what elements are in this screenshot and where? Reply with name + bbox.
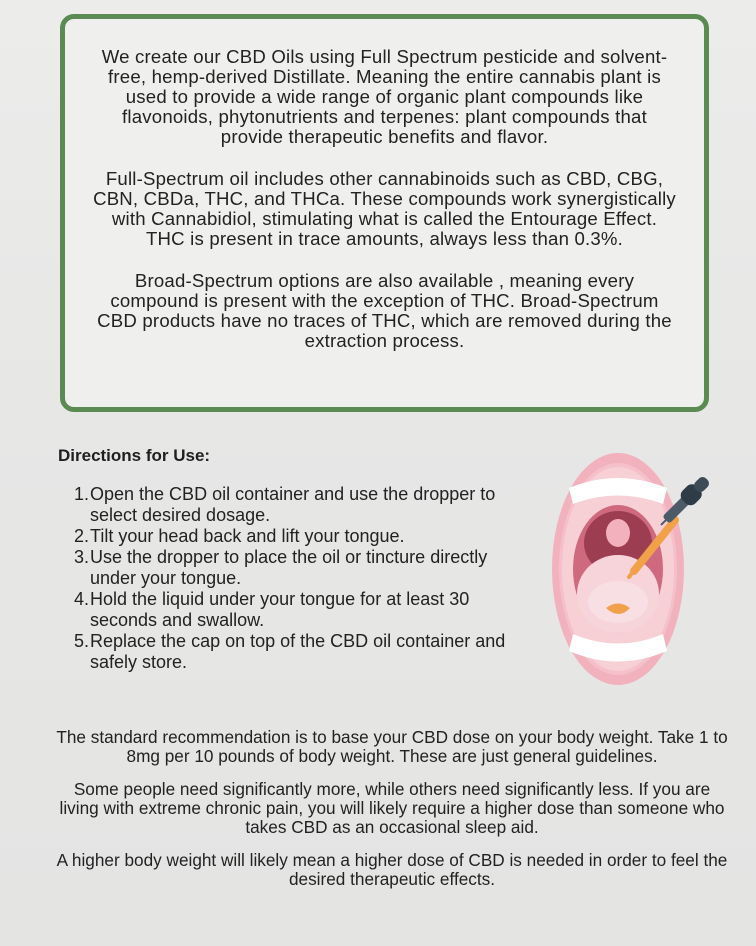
dosage-notes <box>52 728 732 903</box>
step-text: Use the dropper to place the oil or tincture directly under your tongue. <box>90 547 488 588</box>
step-text: Tilt your head back and lift your tongue. <box>90 526 405 546</box>
cbd-info-box <box>60 14 709 412</box>
info-paragraph-broad-spectrum: Broad-Spectrum options are also available , meaning every compound is present with the exception of THC. Broad-Spectrum CBD products have no traces of THC, which are removed during the extraction process. <box>97 270 672 351</box>
step-text: Hold the liquid under your tongue for at least 30 seconds and swallow. <box>90 589 470 630</box>
direction-step-3 <box>74 547 528 589</box>
step-number: 1. <box>74 484 90 504</box>
step-text: Replace the cap on top of the CBD oil container and safely store. <box>90 631 506 672</box>
step-number: 4. <box>74 589 90 609</box>
direction-step-2 <box>74 526 528 547</box>
dosage-note-individual-needs: Some people need significantly more, while others need significantly less. If you are living with extreme chronic pain, you will likely require a higher dose than someone who takes CBD as an occasional sleep aid. <box>59 779 725 837</box>
dosage-note-higher-weight: A higher body weight will likely mean a higher dose of CBD is needed in order to feel the desired therapeutic effects. <box>56 850 728 889</box>
info-paragraph-full-spectrum-cannabinoids: Full-Spectrum oil includes other cannabinoids such as CBD, CBG, CBN, CBDa, THC, and THCa. These compounds work synergistically with Cannabidiol, stimulating what is called the Entourage Effect. THC is present in trace amounts, always less than 0.3%. <box>93 168 676 249</box>
step-number: 3. <box>74 547 90 567</box>
direction-step-4 <box>74 589 528 631</box>
step-text: Open the CBD oil container and use the dropper to select desired dosage. <box>90 484 496 525</box>
direction-step-5 <box>74 631 528 673</box>
mouth-with-dropper-icon <box>542 446 722 686</box>
directions-section <box>58 446 528 673</box>
direction-step-1 <box>74 484 528 526</box>
dosage-note-body-weight: The standard recommendation is to base your CBD dose on your body weight. Take 1 to 8mg per 10 pounds of body weight. These are just general guidelines. <box>56 727 728 766</box>
info-paragraph-full-spectrum-distillate: We create our CBD Oils using Full Spectrum pesticide and solvent-free, hemp-derived Distillate. Meaning the entire cannabis plant is used to provide a wide range of organic plant compounds like flavonoids, phytonutrients and terpenes: plant compounds that provide therapeutic benefits and flavor. <box>101 46 668 147</box>
step-number: 2. <box>74 526 90 546</box>
step-number: 5. <box>74 631 90 651</box>
directions-title: Directions for Use: <box>58 446 211 465</box>
directions-steps-list <box>58 484 528 673</box>
